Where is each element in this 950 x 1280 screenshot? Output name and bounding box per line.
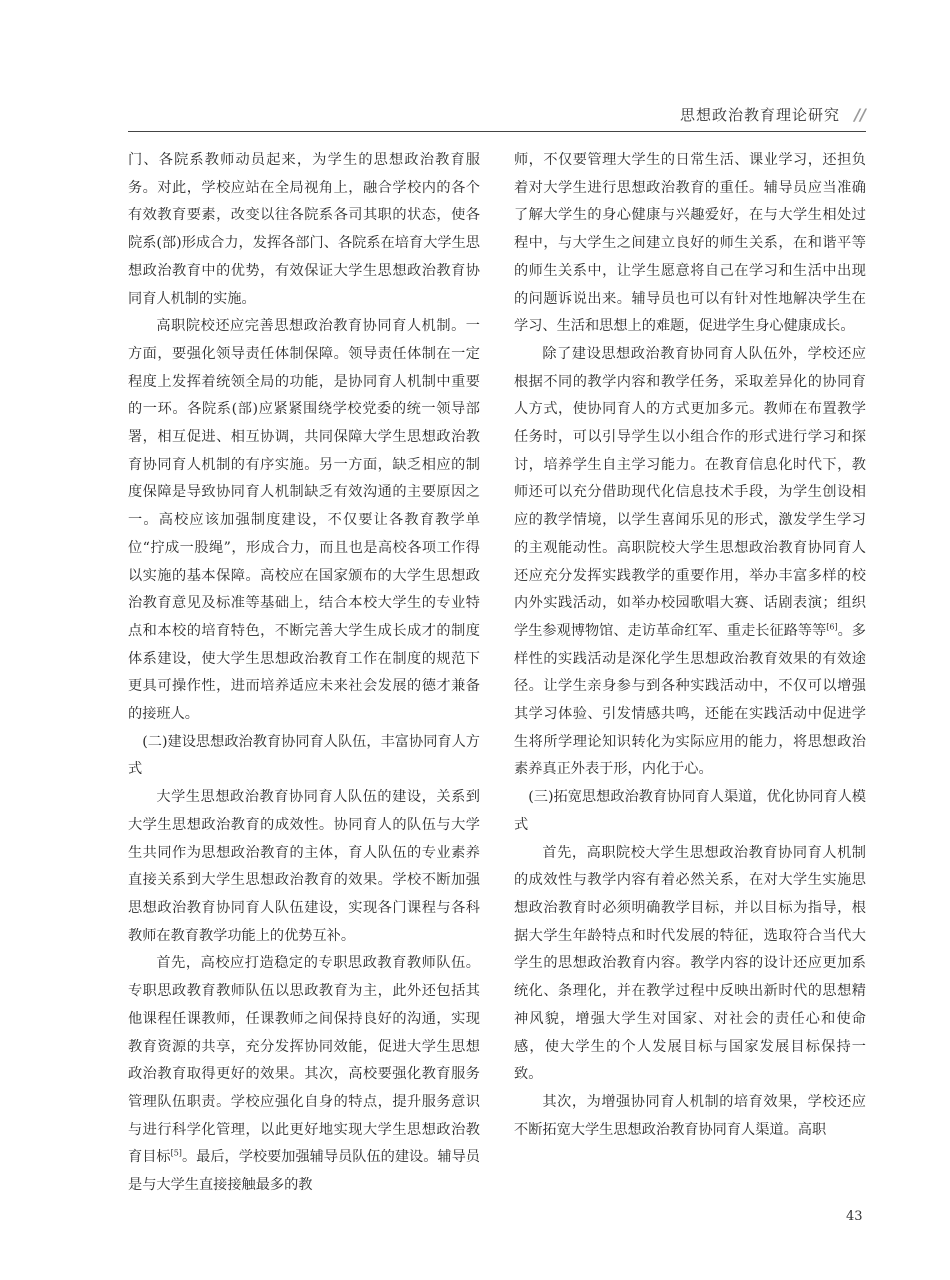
section-heading: (二)建设思想政治教育协同育人队伍，丰富协同育人方式 bbox=[128, 733, 480, 778]
header-divider bbox=[128, 131, 866, 132]
paragraph bbox=[514, 341, 866, 784]
paragraph bbox=[128, 950, 480, 1199]
citation-ref: [6] bbox=[826, 622, 838, 632]
header-slash-mark: // bbox=[854, 105, 866, 124]
paragraph: 大学生思想政治教育协同育人队伍的建设，关系到大学生思想政治教育的成效性。协同育人的队伍与大学生共同作为思想政治教育的主体，育人队伍的专业素养直接关系到大学生思想政治教育的效果。学校不断加强思想政治教育协同育人队伍建设，实现各门课程与各科教师在教育教学功能上的优势互补。 bbox=[128, 789, 480, 944]
page-number: 43 bbox=[846, 1209, 863, 1224]
section-heading: (三)拓宽思想政治教育协同育人渠道，优化协同育人模式 bbox=[514, 789, 866, 833]
paragraph: 师，不仅要管理大学生的日常生活、课业学习，还担负着对大学生进行思想政治教育的重任。辅导员应当准确了解大学生的身心健康与兴趣爱好，在与大学生相处过程中，与大学生之间建立良好的师生关系，在和谐平等的师生关系中，让学生愿意将自己在学习和生活中出现的问题诉说出来。辅导员也可以有针对性地解决学生在学习、生活和思想上的难题，促进学生身心健康成长。 bbox=[514, 152, 866, 335]
paragraph-text: 。多样性的实践活动是深化学生思想政治教育效果的有效途径。让学生亲身参与到各种实践活动中，不仅可以增强其学习体验、引发情感共鸣，还能在实践活动中促进学生将所学理论知识转化为实际应用的能力，将思想政治素养真正外表于形，内化于心。 bbox=[514, 622, 866, 778]
paragraph: 其次，为增强协同育人机制的培育效果，学校还应不断拓宽大学生思想政治教育协同育人渠道。高职 bbox=[514, 1093, 866, 1138]
citation-ref: [5] bbox=[170, 1148, 182, 1158]
paragraph: 门、各院系教师动员起来，为学生的思想政治教育服务。对此，学校应站在全局视角上，融合学校内的各个有效教育要素，改变以往各院系各司其职的状态，使各院系(部)形成合力，发挥各部门、各院系在培育大学生思想政治教育中的优势，有效保证大学生思想政治教育协同育人机制的实施。 bbox=[128, 152, 480, 307]
paragraph-text: 首先，高校应打造稳定的专职思政教育教师队伍。专职思政教育教师队伍以思政教育为主，此外还包括其他课程任课教师，任课教师之间保持良好的沟通，实现教育资源的共享，充分发挥协同效能，促进大学生思想政治教育取得更好的效果。其次，高校要强化教育服务管理队伍职责。学校应强化自身的特点，提升服务意识与进行科学化管理，以此更好地实现大学生思想政治教育目标 bbox=[128, 955, 480, 1166]
paragraph: 首先，高职院校大学生思想政治教育协同育人机制的成效性与教学内容有着必然关系，在对大学生实施思想政治教育时必须明确教学目标，并以目标为指导，根据大学生年龄特点和时代发展的特征，选取符合当代大学生的思想政治教育内容。教学内容的设计还应更加系统化、条理化，并在教学过程中反映出新时代的思想精神风貌，增强大学生对国家、对社会的责任心和使命感，使大学生的个人发展目标与国家发展目标保持一致。 bbox=[514, 844, 866, 1083]
left-column bbox=[128, 147, 480, 1200]
paragraph-text: 。最后，学校要加强辅导员队伍的建设。辅导员是与大学生直接接触最多的教 bbox=[128, 1149, 480, 1194]
running-header bbox=[128, 104, 866, 128]
paragraph: 高职院校还应完善思想政治教育协同育人机制。一方面，要强化领导责任体制保障。领导责任体制在一定程度上发挥着统领全局的功能，是协同育人机制中重要的一环。各院系(部)应紧紧围绕学校党委的统一领导部署，相互促进、相互协调，共同保障大学生思想政治教育协同育人机制的有序实施。另一方面，缺乏相应的制度保障是导致协同育人机制缺乏有效沟通的主要原因之一。高校应该加强制度建设，不仅要让各教育教学单位“拧成一股绳”，形成合力，而且也是高校各项工作得以实施的基本保障。高校应在国家颁布的大学生思想政治教育意见及标准等基础上，结合本校大学生的专业特点和本校的培育特色，不断完善大学生成长成才的制度体系建设，使大学生思想政治教育工作在制度的规范下更具可操作性，进而培养适应未来社会发展的德才兼备的接班人。 bbox=[128, 318, 480, 723]
journal-section-title: 思想政治教育理论研究 bbox=[679, 106, 840, 124]
right-column bbox=[514, 147, 866, 1144]
paragraph-text: 除了建设思想政治教育协同育人队伍外，学校还应根据不同的教学内容和教学任务，采取差异化的协同育人方式，使协同育人的方式更加多元。教师在布置教学任务时，可以引导学生以小组合作的形式进行学习和探讨，培养学生自主学习能力。在教育信息化时代下，教师还可以充分借助现代化信息技术手段，为学生创设相应的教学情境，以学生喜闻乐见的形式，激发学生学习的主观能动性。高职院校大学生思想政治教育协同育人还应充分发挥实践教学的重要作用，举办丰富多样的校内外实践活动，如举办校园歌唱大赛、话剧表演；组织学生参观博物馆、走访革命红军、重走长征路等等 bbox=[514, 345, 866, 639]
